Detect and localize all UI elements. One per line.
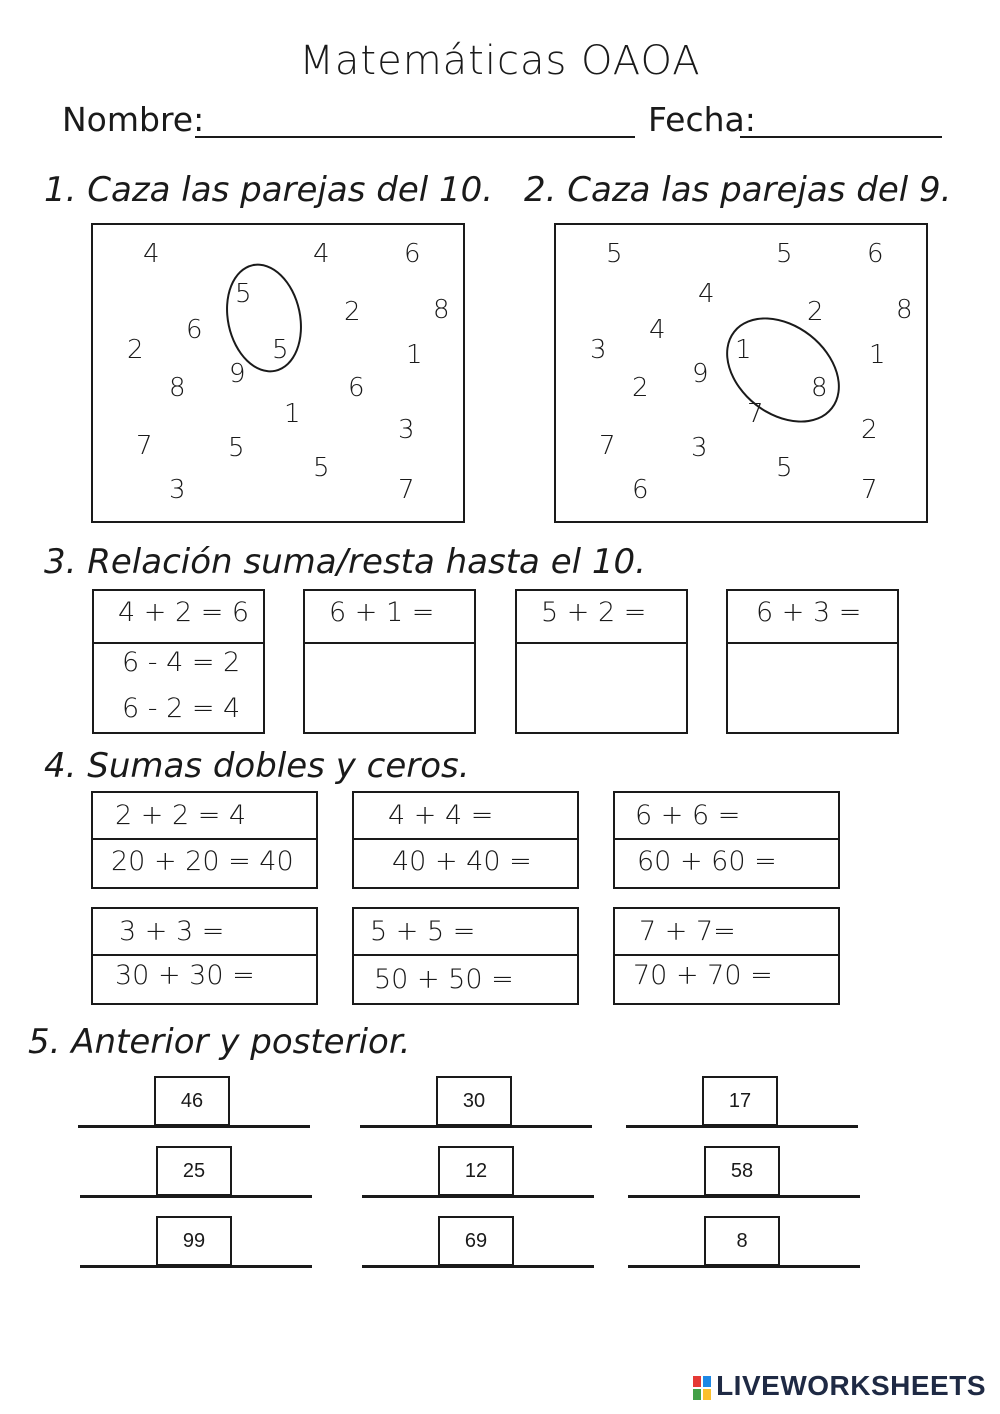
date-label: Fecha:: [648, 100, 756, 139]
ex1-number[interactable]: 3: [398, 415, 415, 445]
middle-number: 46: [154, 1076, 230, 1126]
ex3-sum: 6 + 3 =: [728, 591, 897, 644]
ex2-number[interactable]: 8: [896, 295, 913, 325]
ex2-number[interactable]: 2: [861, 415, 878, 445]
before-after-item: [628, 1216, 860, 1268]
ex1-number[interactable]: 9: [229, 359, 246, 389]
ex3-card: [515, 589, 688, 734]
ex3-heading: 3. Relación suma/resta hasta el 10.: [44, 542, 646, 582]
middle-number: 30: [436, 1076, 512, 1126]
middle-number: 12: [438, 1146, 514, 1196]
ex4-top-sum[interactable]: 3 + 3 =: [93, 909, 316, 956]
ex2-number[interactable]: 8: [811, 373, 828, 403]
ex2-number[interactable]: 5: [606, 239, 623, 269]
ex3-sub-line-2[interactable]: 6 - 2 = 4: [122, 693, 241, 724]
ex1-number[interactable]: 6: [404, 239, 421, 269]
before-after-item: [360, 1076, 592, 1128]
ex3-sum: 5 + 2 =: [517, 591, 686, 644]
ex1-number[interactable]: 8: [169, 373, 186, 403]
before-after-item: [626, 1076, 858, 1128]
ex3-sum: 4 + 2 = 6: [94, 591, 263, 644]
ex2-number[interactable]: 4: [698, 279, 715, 309]
ex2-number[interactable]: 7: [599, 431, 616, 461]
middle-number: 25: [156, 1146, 232, 1196]
ex2-number[interactable]: 9: [692, 359, 709, 389]
ex1-number[interactable]: 2: [127, 335, 144, 365]
ex1-number[interactable]: 5: [228, 433, 245, 463]
ex4-bottom-sum[interactable]: 30 + 30 =: [115, 960, 255, 991]
ex1-number[interactable]: 2: [344, 297, 361, 327]
ex2-number[interactable]: 4: [649, 315, 666, 345]
ex2-circled-pair: [706, 296, 861, 444]
ex4-heading: 4. Sumas dobles y ceros.: [44, 746, 470, 786]
ex4-top-sum[interactable]: 7 + 7=: [615, 909, 838, 956]
middle-number: 69: [438, 1216, 514, 1266]
ex3-card: [726, 589, 899, 734]
ex2-number[interactable]: 7: [861, 475, 878, 505]
liveworksheets-logo-icon: [693, 1376, 711, 1400]
ex2-number[interactable]: 5: [776, 453, 793, 483]
ex1-number[interactable]: 7: [136, 431, 153, 461]
ex4-card: [613, 791, 840, 889]
page-title: Matemáticas OAOA: [299, 38, 701, 84]
ex2-number[interactable]: 2: [632, 373, 649, 403]
ex3-card: [92, 589, 265, 734]
ex4-card: [352, 907, 579, 1005]
ex4-top-sum: 2 + 2 = 4: [93, 793, 316, 840]
ex1-heading: 1. Caza las parejas del 10.: [44, 170, 494, 210]
before-after-item: [80, 1216, 312, 1268]
ex4-card: [613, 907, 840, 1005]
before-after-item: [362, 1146, 594, 1198]
ex2-number[interactable]: 7: [747, 399, 764, 429]
ex2-number[interactable]: 1: [735, 335, 752, 365]
ex1-number[interactable]: 7: [398, 475, 415, 505]
ex4-top-sum[interactable]: 5 + 5 =: [354, 909, 577, 956]
ex4-bottom-sum[interactable]: 70 + 70 =: [633, 960, 773, 991]
ex1-number[interactable]: 1: [406, 340, 423, 370]
middle-number: 99: [156, 1216, 232, 1266]
ex1-number[interactable]: 1: [284, 399, 301, 429]
ex4-card: [352, 791, 579, 889]
middle-number: 58: [704, 1146, 780, 1196]
logo-square: [703, 1389, 711, 1400]
ex1-number[interactable]: 5: [313, 453, 330, 483]
logo-square: [693, 1376, 701, 1387]
ex1-number[interactable]: 5: [272, 335, 289, 365]
before-after-item: [80, 1146, 312, 1198]
ex1-number[interactable]: 6: [348, 373, 365, 403]
middle-number: 17: [702, 1076, 778, 1126]
ex2-heading: 2. Caza las parejas del 9.: [524, 170, 952, 210]
date-input-line[interactable]: [740, 136, 942, 138]
before-after-item: [628, 1146, 860, 1198]
ex3-card: [303, 589, 476, 734]
ex1-number[interactable]: 6: [186, 315, 203, 345]
ex1-number[interactable]: 4: [313, 239, 330, 269]
ex5-heading: 5. Anterior y posterior.: [28, 1022, 411, 1062]
ex1-number[interactable]: 5: [235, 279, 252, 309]
ex4-top-sum[interactable]: 4 + 4 =: [354, 793, 577, 840]
logo-square: [693, 1389, 701, 1400]
ex4-bottom-sum[interactable]: 20 + 20 = 40: [111, 846, 294, 877]
ex3-sub-line-1[interactable]: 6 - 4 = 2: [122, 647, 241, 678]
brand-watermark: LIVEWORKSHEETS: [716, 1370, 986, 1401]
ex2-number-box: [554, 223, 928, 523]
ex4-bottom-sum[interactable]: 50 + 50 =: [374, 964, 514, 995]
ex4-bottom-sum[interactable]: 40 + 40 =: [392, 846, 532, 877]
name-label: Nombre:: [62, 100, 205, 139]
ex1-number[interactable]: 8: [433, 295, 450, 325]
ex2-number[interactable]: 3: [590, 335, 607, 365]
name-input-line[interactable]: [195, 136, 635, 138]
ex2-number[interactable]: 3: [691, 433, 708, 463]
ex4-top-sum[interactable]: 6 + 6 =: [615, 793, 838, 840]
ex1-number[interactable]: 3: [169, 475, 186, 505]
ex2-number[interactable]: 6: [632, 475, 649, 505]
logo-square: [703, 1376, 711, 1387]
middle-number: 8: [704, 1216, 780, 1266]
ex2-number[interactable]: 2: [807, 297, 824, 327]
ex1-number[interactable]: 4: [143, 239, 160, 269]
ex3-sum: 6 + 1 =: [305, 591, 474, 644]
ex2-number[interactable]: 6: [867, 239, 884, 269]
ex4-card: [91, 791, 318, 889]
ex2-number[interactable]: 1: [869, 340, 886, 370]
ex4-bottom-sum[interactable]: 60 + 60 =: [637, 846, 777, 877]
ex4-card: [91, 907, 318, 1005]
before-after-item: [362, 1216, 594, 1268]
ex2-number[interactable]: 5: [776, 239, 793, 269]
before-after-item: [78, 1076, 310, 1128]
ex1-number-box: [91, 223, 465, 523]
